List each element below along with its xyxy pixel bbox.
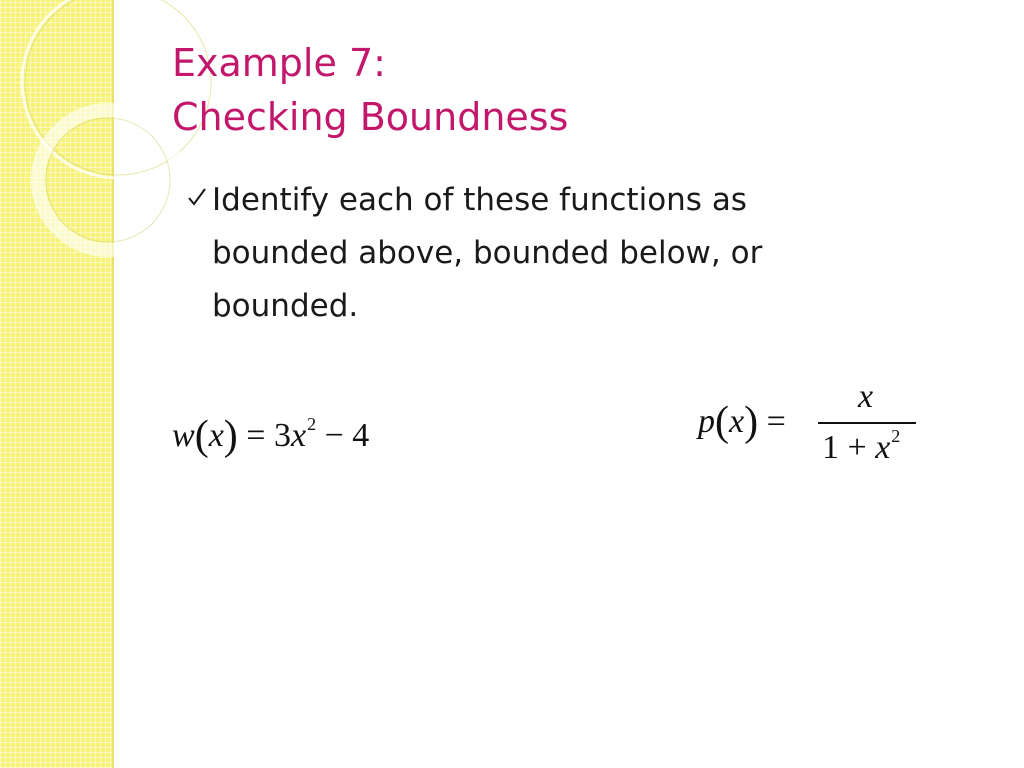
eq2-var: x [729, 403, 745, 440]
eq1-func: w [172, 417, 195, 454]
equation-w [172, 412, 369, 460]
eq2-den-base: x [875, 429, 891, 466]
eq2-den-one: 1 [822, 429, 839, 466]
eq1-open-paren: ( [194, 413, 209, 459]
eq1-const: 4 [352, 417, 370, 454]
title-line-1: Example 7: [172, 41, 386, 85]
eq1-var: x [208, 417, 224, 454]
title-line-2: Checking Boundness [172, 95, 569, 139]
equation-p [698, 378, 928, 478]
slide-title [172, 36, 568, 144]
eq2-denominator [822, 426, 900, 467]
eq1-coef: 3 [273, 417, 291, 454]
eq2-den-plus: + [847, 429, 867, 466]
eq2-close-paren: ) [744, 399, 759, 445]
eq2-numerator [858, 378, 873, 416]
eq2-den-exponent: 2 [891, 426, 901, 446]
eq2-func: p [698, 403, 715, 440]
decorative-circles [0, 0, 200, 300]
eq1-equals: = [246, 417, 266, 454]
bullet-text: Identify each of these functions as bounded above, bounded below, or bounded. [212, 182, 763, 324]
checkmark-icon [186, 186, 208, 208]
eq1-minus: − [324, 417, 344, 454]
eq1-close-paren: ) [223, 413, 238, 459]
eq1-exponent: 2 [307, 414, 317, 434]
eq2-numerator-var: x [858, 378, 874, 415]
fraction-bar [818, 422, 916, 424]
eq2-equals: = [766, 403, 786, 440]
eq1-base: x [290, 417, 307, 454]
eq2-open-paren: ( [715, 399, 729, 445]
eq2-lhs [698, 398, 786, 446]
